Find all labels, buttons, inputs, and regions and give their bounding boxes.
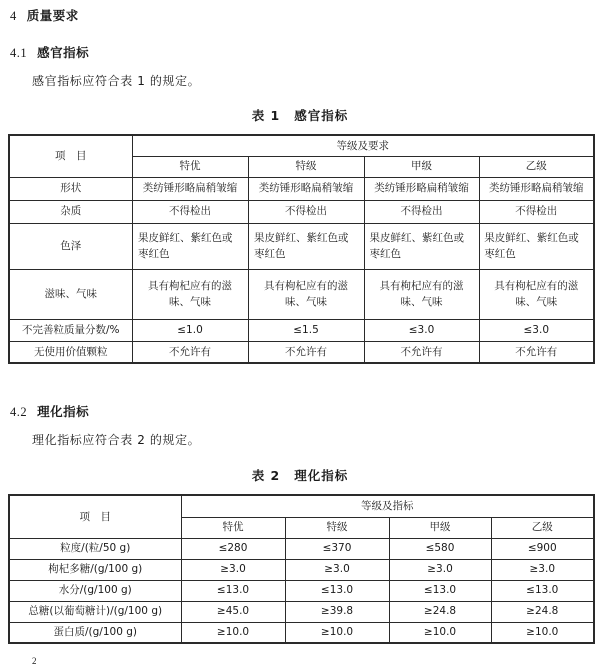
table-row [9,622,594,643]
table-cell [479,223,594,269]
caption-title: 理化指标 [294,468,349,483]
section-title: 理化指标 [37,404,90,419]
section-4-1-text: 感官指标应符合表 1 的规定。 [32,74,201,88]
table-row [9,580,594,601]
table-cell: ≤3.0 [364,319,479,341]
table-2-caption [0,466,600,484]
cell-text: 果皮鲜红、紫红色或枣红色 [254,231,349,260]
item-header: 项 目 [9,495,181,538]
table-cell: ≥10.0 [181,622,285,643]
table-cell: ≥10.0 [285,622,389,643]
grade-header: 甲级 [364,156,479,177]
table-row [9,341,594,363]
grade-header: 特优 [132,156,248,177]
cell-text: 果皮鲜红、紫红色或枣红色 [484,231,579,260]
group-header: 等级及要求 [132,135,594,156]
table-cell: ≥3.0 [181,559,285,580]
section-number: 4 [10,9,17,23]
grade-header: 乙级 [491,517,594,538]
table-cell: 不得检出 [479,200,594,223]
row-label: 水分/(g/100 g) [9,580,181,601]
table-row [9,200,594,223]
cell-text: 具有枸杞应有的滋味、气味 [148,279,232,308]
section-title: 质量要求 [26,8,79,23]
table-cell: ≤280 [181,538,285,559]
table-cell: 不允许有 [364,341,479,363]
table-cell [479,269,594,319]
cell-text: 具有枸杞应有的滋味、气味 [264,279,348,308]
table-cell: ≥3.0 [389,559,491,580]
table-cell: ≤13.0 [285,580,389,601]
row-label: 形状 [9,177,132,200]
row-label: 蛋白质/(g/100 g) [9,622,181,643]
table-cell [248,223,364,269]
section-4-1-heading [10,43,89,61]
table-row [9,319,594,341]
caption-title: 感官指标 [294,108,349,123]
group-header: 等级及指标 [181,495,594,517]
table-header-row [9,495,594,517]
grade-header: 特级 [248,156,364,177]
table-cell: ≤13.0 [491,580,594,601]
table-row [9,223,594,269]
section-4-heading [10,6,79,24]
table-cell: ≤1.0 [132,319,248,341]
item-header: 项 目 [9,135,132,177]
table-cell [364,269,479,319]
row-label: 粒度/(粒/50 g) [9,538,181,559]
section-number: 4.2 [10,405,28,419]
cell-text: 果皮鲜红、紫红色或枣红色 [138,231,233,260]
table-1-sensory [8,134,595,364]
table-cell [132,223,248,269]
table-row [9,269,594,319]
table-cell: 类纺锤形略扁稍皱缩 [248,177,364,200]
table-cell [248,269,364,319]
table-row [9,601,594,622]
table-cell: 不允许有 [479,341,594,363]
cell-text: 果皮鲜红、紫红色或枣红色 [369,231,464,260]
row-label: 色泽 [9,223,132,269]
cell-text: 具有枸杞应有的滋味、气味 [379,279,464,308]
table-cell: ≥45.0 [181,601,285,622]
caption-number: 表 1 [251,108,281,123]
caption-number: 表 2 [251,468,281,483]
table-cell: ≥39.8 [285,601,389,622]
table-cell: ≥24.8 [389,601,491,622]
table-cell: 不允许有 [132,341,248,363]
table-2-physicochemical [8,494,595,644]
table-row [9,538,594,559]
row-label: 杂质 [9,200,132,223]
grade-header: 乙级 [479,156,594,177]
table-row [9,559,594,580]
page-number: 2 [32,656,37,666]
table-cell: ≥3.0 [285,559,389,580]
table-cell: 不允许有 [248,341,364,363]
table-cell: ≥10.0 [491,622,594,643]
row-label: 滋味、气味 [9,269,132,319]
row-label: 不完善粒质量分数/% [9,319,132,341]
table-header-row [9,135,594,156]
row-label: 枸杞多糖/(g/100 g) [9,559,181,580]
table-cell: ≤1.5 [248,319,364,341]
row-label: 无使用价值颗粒 [9,341,132,363]
grade-header: 甲级 [389,517,491,538]
table-cell: 不得检出 [364,200,479,223]
table-1-caption [0,106,600,124]
section-title: 感官指标 [37,45,90,60]
section-4-2-text: 理化指标应符合表 2 的规定。 [32,433,201,447]
table-cell: 不得检出 [132,200,248,223]
table-cell: ≤580 [389,538,491,559]
table-cell [364,223,479,269]
table-cell: 类纺锤形略扁稍皱缩 [132,177,248,200]
table-cell: ≤900 [491,538,594,559]
table-cell: ≥3.0 [491,559,594,580]
table-cell [132,269,248,319]
table-cell: ≤13.0 [181,580,285,601]
section-number: 4.1 [10,46,28,60]
table-cell: 不得检出 [248,200,364,223]
table-cell: ≤370 [285,538,389,559]
table-cell: ≥24.8 [491,601,594,622]
table-cell: 类纺锤形略扁稍皱缩 [479,177,594,200]
cell-text: 具有枸杞应有的滋味、气味 [494,279,579,308]
row-label: 总糖(以葡萄糖计)/(g/100 g) [9,601,181,622]
table-cell: ≤13.0 [389,580,491,601]
grade-header: 特优 [181,517,285,538]
table-row [9,177,594,200]
grade-header: 特级 [285,517,389,538]
section-4-2-heading [10,402,89,420]
table-cell: ≤3.0 [479,319,594,341]
table-cell: 类纺锤形略扁稍皱缩 [364,177,479,200]
table-cell: ≥10.0 [389,622,491,643]
